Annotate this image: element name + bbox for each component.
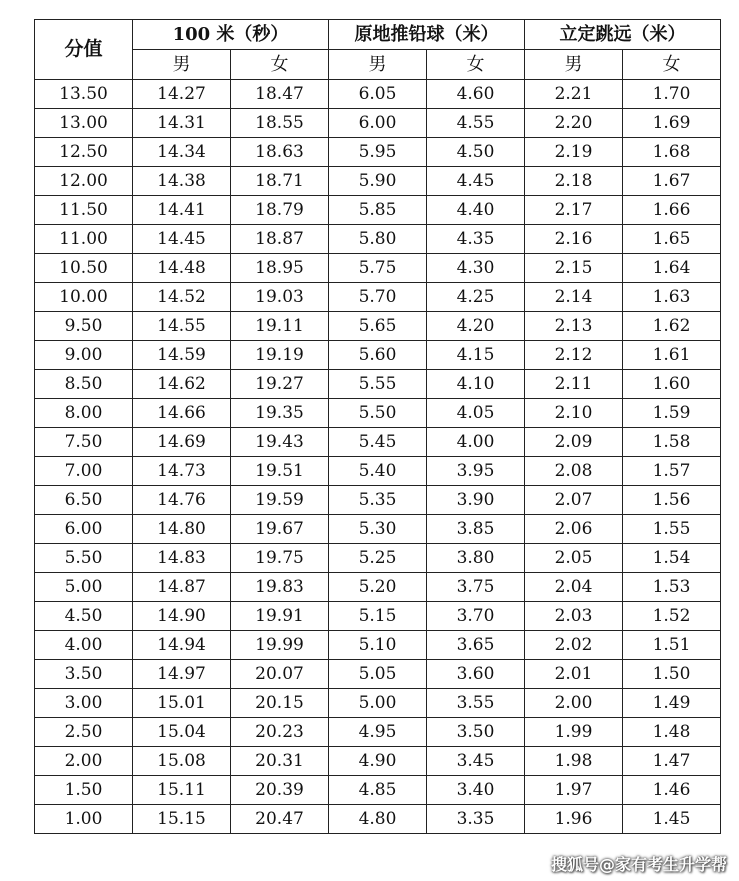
- cell-shot-put-female: 3.70: [427, 602, 525, 631]
- cell-100m-male: 14.48: [133, 254, 231, 283]
- table-row: [35, 196, 721, 225]
- cell-100m-female: 19.19: [231, 341, 329, 370]
- cell-long-jump-female: 1.51: [623, 631, 721, 660]
- cell-score: 4.50: [35, 602, 133, 631]
- cell-long-jump-female: 1.61: [623, 341, 721, 370]
- cell-score: 3.50: [35, 660, 133, 689]
- cell-long-jump-male: 2.10: [525, 399, 623, 428]
- cell-shot-put-male: 5.85: [329, 196, 427, 225]
- cell-shot-put-female: 3.90: [427, 486, 525, 515]
- cell-shot-put-male: 5.45: [329, 428, 427, 457]
- cell-100m-female: 19.83: [231, 573, 329, 602]
- cell-100m-male: 14.59: [133, 341, 231, 370]
- cell-long-jump-female: 1.59: [623, 399, 721, 428]
- cell-long-jump-male: 2.13: [525, 312, 623, 341]
- cell-shot-put-male: 5.00: [329, 689, 427, 718]
- cell-long-jump-male: 1.96: [525, 805, 623, 834]
- header-shot-put: 原地推铅球（米）: [329, 20, 525, 50]
- cell-100m-male: 14.83: [133, 544, 231, 573]
- header-row-gender: [35, 50, 721, 80]
- cell-shot-put-male: 5.80: [329, 225, 427, 254]
- cell-shot-put-female: 3.75: [427, 573, 525, 602]
- header-100m-female: 女: [231, 50, 329, 80]
- cell-shot-put-female: 3.95: [427, 457, 525, 486]
- cell-100m-female: 19.11: [231, 312, 329, 341]
- cell-shot-put-female: 3.50: [427, 718, 525, 747]
- cell-shot-put-female: 4.20: [427, 312, 525, 341]
- cell-100m-female: 20.23: [231, 718, 329, 747]
- cell-100m-male: 14.62: [133, 370, 231, 399]
- cell-score: 7.00: [35, 457, 133, 486]
- cell-long-jump-male: 2.21: [525, 80, 623, 109]
- cell-score: 1.00: [35, 805, 133, 834]
- cell-long-jump-male: 1.98: [525, 747, 623, 776]
- cell-shot-put-female: 4.15: [427, 341, 525, 370]
- table-row: [35, 515, 721, 544]
- cell-score: 10.00: [35, 283, 133, 312]
- cell-long-jump-female: 1.53: [623, 573, 721, 602]
- cell-long-jump-male: 2.18: [525, 167, 623, 196]
- cell-long-jump-female: 1.69: [623, 109, 721, 138]
- header-shot-put-male: 男: [329, 50, 427, 80]
- cell-100m-female: 19.59: [231, 486, 329, 515]
- cell-100m-female: 19.03: [231, 283, 329, 312]
- cell-100m-female: 18.47: [231, 80, 329, 109]
- header-shot-put-female: 女: [427, 50, 525, 80]
- cell-shot-put-female: 4.55: [427, 109, 525, 138]
- cell-shot-put-male: 4.90: [329, 747, 427, 776]
- cell-shot-put-female: 4.40: [427, 196, 525, 225]
- table-row: [35, 225, 721, 254]
- cell-long-jump-female: 1.46: [623, 776, 721, 805]
- cell-long-jump-male: 2.05: [525, 544, 623, 573]
- cell-long-jump-female: 1.65: [623, 225, 721, 254]
- header-long-jump-female: 女: [623, 50, 721, 80]
- cell-score: 9.50: [35, 312, 133, 341]
- header-long-jump: 立定跳远（米）: [525, 20, 721, 50]
- cell-long-jump-male: 2.17: [525, 196, 623, 225]
- cell-100m-male: 14.90: [133, 602, 231, 631]
- cell-shot-put-female: 4.05: [427, 399, 525, 428]
- table-row: [35, 660, 721, 689]
- table-row: [35, 254, 721, 283]
- watermark: 搜狐号@家有考生升学帮: [550, 855, 727, 874]
- cell-shot-put-male: 5.70: [329, 283, 427, 312]
- cell-shot-put-female: 3.40: [427, 776, 525, 805]
- score-table-body: [35, 80, 721, 834]
- table-row: [35, 109, 721, 138]
- cell-100m-male: 14.38: [133, 167, 231, 196]
- cell-long-jump-male: 2.09: [525, 428, 623, 457]
- table-row: [35, 805, 721, 834]
- cell-100m-female: 20.31: [231, 747, 329, 776]
- cell-long-jump-female: 1.63: [623, 283, 721, 312]
- cell-score: 13.00: [35, 109, 133, 138]
- cell-long-jump-male: 2.20: [525, 109, 623, 138]
- cell-100m-female: 18.71: [231, 167, 329, 196]
- cell-100m-male: 15.11: [133, 776, 231, 805]
- cell-shot-put-male: 5.75: [329, 254, 427, 283]
- cell-long-jump-female: 1.64: [623, 254, 721, 283]
- cell-score: 10.50: [35, 254, 133, 283]
- cell-100m-male: 14.76: [133, 486, 231, 515]
- cell-score: 13.50: [35, 80, 133, 109]
- cell-shot-put-female: 3.60: [427, 660, 525, 689]
- cell-long-jump-male: 2.00: [525, 689, 623, 718]
- cell-long-jump-male: 2.15: [525, 254, 623, 283]
- cell-shot-put-male: 5.10: [329, 631, 427, 660]
- cell-long-jump-male: 2.16: [525, 225, 623, 254]
- cell-100m-female: 19.43: [231, 428, 329, 457]
- cell-shot-put-male: 4.85: [329, 776, 427, 805]
- cell-shot-put-male: 5.35: [329, 486, 427, 515]
- cell-score: 11.50: [35, 196, 133, 225]
- cell-shot-put-male: 5.60: [329, 341, 427, 370]
- cell-score: 8.50: [35, 370, 133, 399]
- cell-100m-female: 18.79: [231, 196, 329, 225]
- cell-long-jump-female: 1.47: [623, 747, 721, 776]
- cell-shot-put-female: 4.45: [427, 167, 525, 196]
- table-row: [35, 341, 721, 370]
- cell-score: 12.50: [35, 138, 133, 167]
- cell-100m-male: 14.31: [133, 109, 231, 138]
- cell-100m-female: 19.67: [231, 515, 329, 544]
- header-score: 分值: [35, 20, 133, 80]
- cell-score: 9.00: [35, 341, 133, 370]
- table-row: [35, 167, 721, 196]
- cell-100m-male: 14.69: [133, 428, 231, 457]
- cell-long-jump-male: 2.14: [525, 283, 623, 312]
- cell-100m-male: 14.80: [133, 515, 231, 544]
- cell-long-jump-female: 1.58: [623, 428, 721, 457]
- cell-shot-put-female: 4.60: [427, 80, 525, 109]
- cell-long-jump-female: 1.55: [623, 515, 721, 544]
- cell-100m-male: 14.27: [133, 80, 231, 109]
- cell-shot-put-male: 5.50: [329, 399, 427, 428]
- cell-100m-female: 20.07: [231, 660, 329, 689]
- cell-shot-put-female: 3.85: [427, 515, 525, 544]
- cell-long-jump-male: 2.04: [525, 573, 623, 602]
- table-row: [35, 312, 721, 341]
- cell-long-jump-female: 1.45: [623, 805, 721, 834]
- cell-long-jump-male: 2.07: [525, 486, 623, 515]
- cell-long-jump-female: 1.57: [623, 457, 721, 486]
- cell-100m-male: 14.73: [133, 457, 231, 486]
- cell-shot-put-male: 4.80: [329, 805, 427, 834]
- cell-long-jump-male: 1.97: [525, 776, 623, 805]
- cell-100m-female: 18.87: [231, 225, 329, 254]
- cell-long-jump-female: 1.54: [623, 544, 721, 573]
- cell-score: 5.00: [35, 573, 133, 602]
- cell-100m-male: 15.08: [133, 747, 231, 776]
- cell-long-jump-female: 1.60: [623, 370, 721, 399]
- cell-shot-put-male: 5.55: [329, 370, 427, 399]
- cell-100m-female: 20.15: [231, 689, 329, 718]
- cell-100m-female: 19.35: [231, 399, 329, 428]
- cell-long-jump-male: 2.12: [525, 341, 623, 370]
- cell-100m-male: 14.52: [133, 283, 231, 312]
- cell-long-jump-female: 1.48: [623, 718, 721, 747]
- cell-100m-female: 19.91: [231, 602, 329, 631]
- cell-100m-female: 20.47: [231, 805, 329, 834]
- cell-long-jump-female: 1.49: [623, 689, 721, 718]
- cell-100m-male: 14.87: [133, 573, 231, 602]
- cell-long-jump-male: 2.19: [525, 138, 623, 167]
- table-row: [35, 283, 721, 312]
- cell-long-jump-female: 1.50: [623, 660, 721, 689]
- cell-100m-female: 18.63: [231, 138, 329, 167]
- table-row: [35, 486, 721, 515]
- cell-shot-put-male: 5.05: [329, 660, 427, 689]
- table-row: [35, 776, 721, 805]
- cell-long-jump-male: 2.08: [525, 457, 623, 486]
- cell-100m-male: 15.15: [133, 805, 231, 834]
- cell-shot-put-male: 6.05: [329, 80, 427, 109]
- cell-100m-female: 19.75: [231, 544, 329, 573]
- cell-shot-put-female: 3.35: [427, 805, 525, 834]
- cell-long-jump-male: 1.99: [525, 718, 623, 747]
- cell-long-jump-female: 1.70: [623, 80, 721, 109]
- cell-shot-put-female: 4.25: [427, 283, 525, 312]
- cell-score: 11.00: [35, 225, 133, 254]
- cell-long-jump-female: 1.62: [623, 312, 721, 341]
- cell-shot-put-female: 3.80: [427, 544, 525, 573]
- header-long-jump-male: 男: [525, 50, 623, 80]
- cell-shot-put-female: 4.35: [427, 225, 525, 254]
- cell-shot-put-male: 4.95: [329, 718, 427, 747]
- cell-shot-put-male: 5.95: [329, 138, 427, 167]
- cell-100m-male: 14.45: [133, 225, 231, 254]
- cell-long-jump-female: 1.56: [623, 486, 721, 515]
- cell-long-jump-male: 2.02: [525, 631, 623, 660]
- table-row: [35, 399, 721, 428]
- table-row: [35, 573, 721, 602]
- cell-100m-male: 14.55: [133, 312, 231, 341]
- cell-shot-put-male: 5.25: [329, 544, 427, 573]
- cell-100m-female: 19.27: [231, 370, 329, 399]
- cell-shot-put-male: 5.15: [329, 602, 427, 631]
- cell-shot-put-male: 5.65: [329, 312, 427, 341]
- cell-100m-male: 14.34: [133, 138, 231, 167]
- cell-score: 6.00: [35, 515, 133, 544]
- cell-100m-female: 19.99: [231, 631, 329, 660]
- cell-score: 12.00: [35, 167, 133, 196]
- cell-shot-put-female: 4.10: [427, 370, 525, 399]
- table-row: [35, 370, 721, 399]
- score-table: [34, 19, 721, 834]
- cell-100m-male: 15.04: [133, 718, 231, 747]
- cell-long-jump-male: 2.01: [525, 660, 623, 689]
- cell-shot-put-male: 5.90: [329, 167, 427, 196]
- cell-shot-put-male: 5.20: [329, 573, 427, 602]
- table-row: [35, 138, 721, 167]
- cell-long-jump-female: 1.68: [623, 138, 721, 167]
- cell-long-jump-female: 1.66: [623, 196, 721, 225]
- cell-score: 7.50: [35, 428, 133, 457]
- cell-100m-male: 15.01: [133, 689, 231, 718]
- table-row: [35, 457, 721, 486]
- table-row: [35, 602, 721, 631]
- cell-shot-put-male: 6.00: [329, 109, 427, 138]
- cell-score: 5.50: [35, 544, 133, 573]
- cell-score: 1.50: [35, 776, 133, 805]
- header-row-groups: [35, 20, 721, 50]
- cell-long-jump-female: 1.52: [623, 602, 721, 631]
- cell-100m-male: 14.97: [133, 660, 231, 689]
- cell-score: 3.00: [35, 689, 133, 718]
- cell-shot-put-female: 3.55: [427, 689, 525, 718]
- cell-shot-put-male: 5.40: [329, 457, 427, 486]
- cell-shot-put-female: 4.30: [427, 254, 525, 283]
- cell-shot-put-female: 3.45: [427, 747, 525, 776]
- header-100m: 100 米（秒）: [133, 20, 329, 50]
- cell-100m-male: 14.41: [133, 196, 231, 225]
- cell-score: 2.00: [35, 747, 133, 776]
- cell-score: 8.00: [35, 399, 133, 428]
- cell-long-jump-male: 2.11: [525, 370, 623, 399]
- cell-shot-put-female: 4.00: [427, 428, 525, 457]
- cell-score: 4.00: [35, 631, 133, 660]
- cell-100m-female: 18.55: [231, 109, 329, 138]
- cell-long-jump-female: 1.67: [623, 167, 721, 196]
- cell-score: 2.50: [35, 718, 133, 747]
- cell-100m-male: 14.94: [133, 631, 231, 660]
- cell-100m-female: 20.39: [231, 776, 329, 805]
- table-row: [35, 80, 721, 109]
- table-row: [35, 718, 721, 747]
- cell-long-jump-male: 2.03: [525, 602, 623, 631]
- cell-shot-put-female: 4.50: [427, 138, 525, 167]
- cell-100m-female: 18.95: [231, 254, 329, 283]
- cell-shot-put-male: 5.30: [329, 515, 427, 544]
- cell-100m-female: 19.51: [231, 457, 329, 486]
- cell-score: 6.50: [35, 486, 133, 515]
- table-row: [35, 747, 721, 776]
- table-row: [35, 428, 721, 457]
- header-100m-male: 男: [133, 50, 231, 80]
- table-row: [35, 689, 721, 718]
- cell-long-jump-male: 2.06: [525, 515, 623, 544]
- cell-100m-male: 14.66: [133, 399, 231, 428]
- table-row: [35, 544, 721, 573]
- cell-shot-put-female: 3.65: [427, 631, 525, 660]
- table-row: [35, 631, 721, 660]
